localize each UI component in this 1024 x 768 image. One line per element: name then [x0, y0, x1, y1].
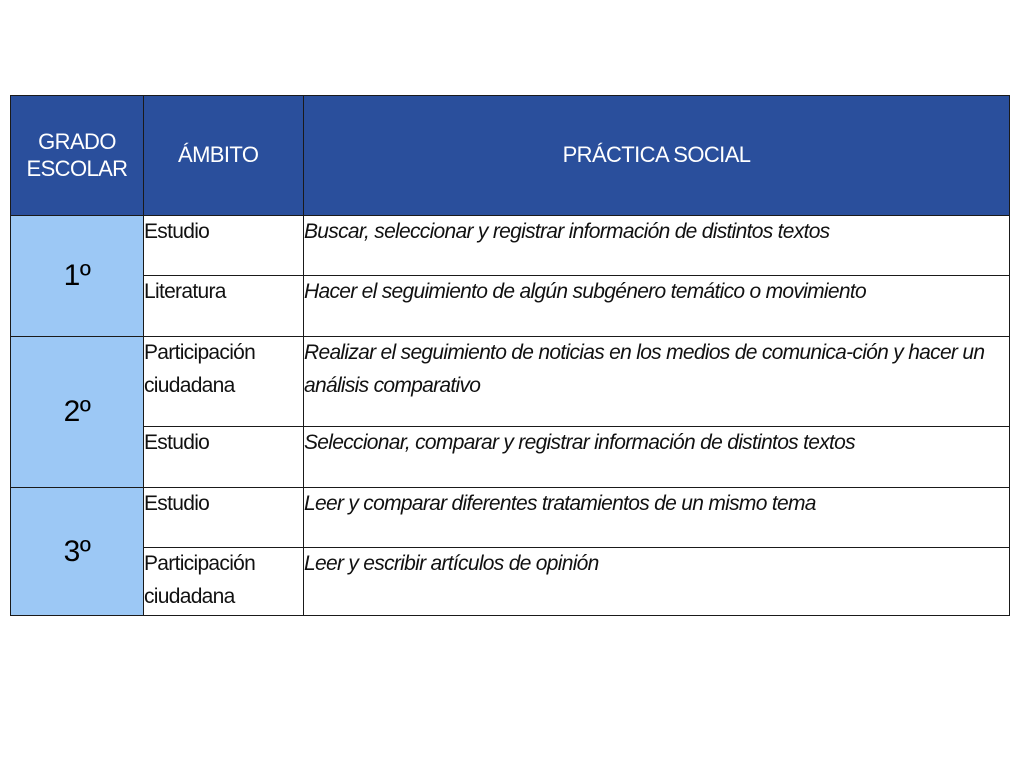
- table-row: [11, 337, 1010, 427]
- table-row: [11, 488, 1010, 548]
- practica-cell: Seleccionar, comparar y registrar información de distintos textos: [304, 427, 1010, 488]
- grade-cell: 2º: [11, 337, 144, 488]
- header-practica-social: PRÁCTICA SOCIAL: [304, 96, 1010, 216]
- ambito-cell: Estudio: [144, 216, 304, 276]
- practica-cell: Buscar, seleccionar y registrar información de distintos textos: [304, 216, 1010, 276]
- header-grado: [11, 96, 144, 216]
- header-grado-line1: GRADO: [38, 129, 116, 155]
- ambito-cell: Estudio: [144, 427, 304, 488]
- header-row: [11, 96, 1010, 216]
- practicas-table: [10, 95, 1010, 616]
- table-row: [11, 276, 1010, 337]
- header-grado-line2: ESCOLAR: [26, 155, 128, 181]
- ambito-cell: Participación ciudadana: [144, 337, 304, 427]
- ambito-cell: Estudio: [144, 488, 304, 548]
- practica-cell: Leer y comparar diferentes tratamientos de un mismo tema: [304, 488, 1010, 548]
- table-row: [11, 427, 1010, 488]
- ambito-cell: Literatura: [144, 276, 304, 337]
- practica-cell: Realizar el seguimiento de noticias en los medios de comunica-ción y hacer un análisis comparativo: [304, 337, 1010, 427]
- ambito-cell: Participación ciudadana: [144, 548, 304, 616]
- table-row: [11, 548, 1010, 616]
- table-row: [11, 216, 1010, 276]
- grade-cell: 1º: [11, 216, 144, 337]
- header-ambito: ÁMBITO: [144, 96, 304, 216]
- grade-cell: 3º: [11, 488, 144, 616]
- practica-cell: Leer y escribir artículos de opinión: [304, 548, 1010, 616]
- practica-cell: Hacer el seguimiento de algún subgénero temático o movimiento: [304, 276, 1010, 337]
